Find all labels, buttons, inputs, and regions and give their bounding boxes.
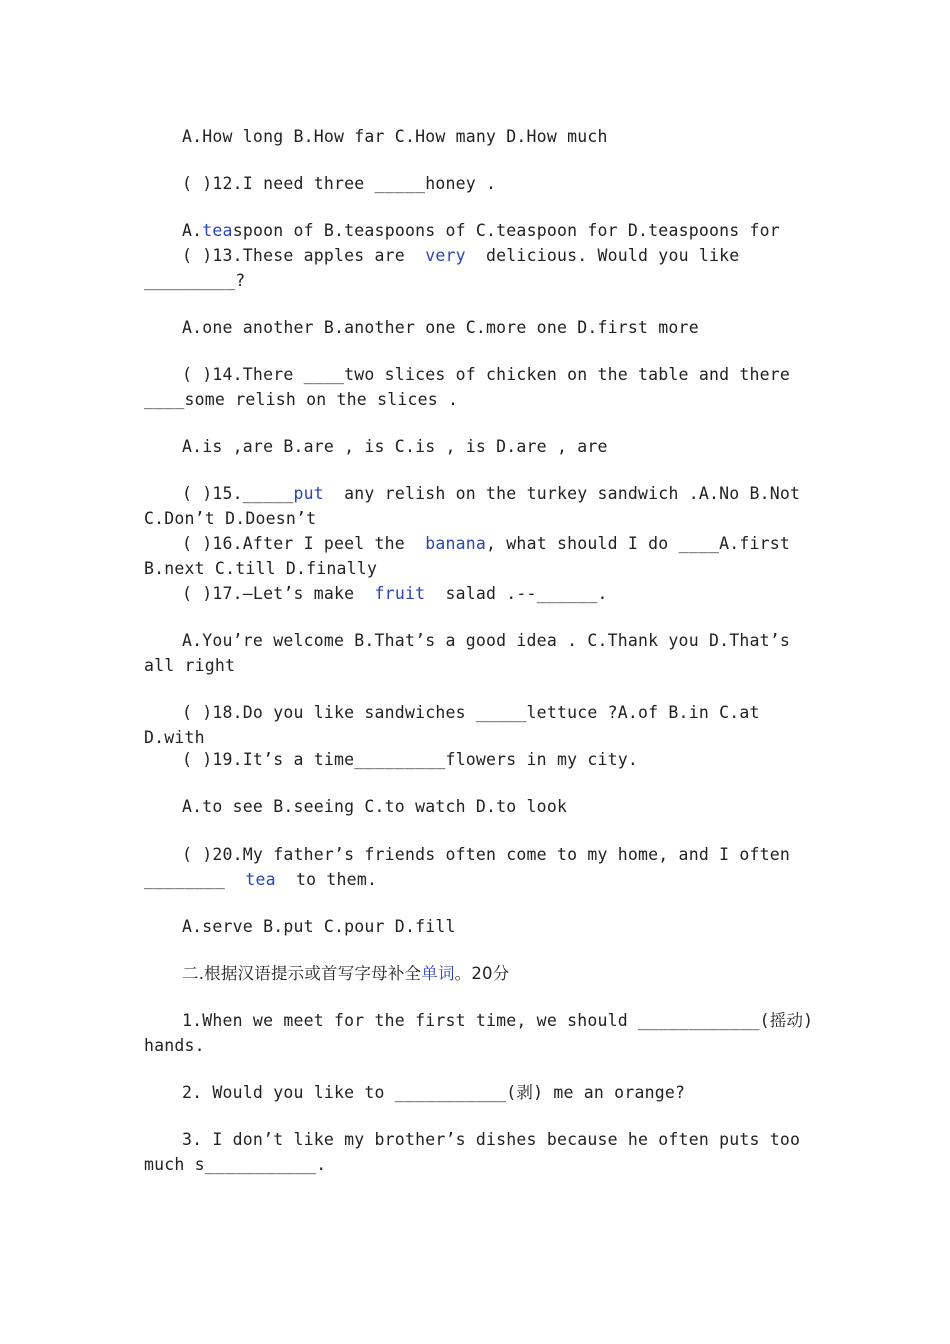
q20: ( )20.My father’s friends often come to my home, and I often ________ tea to them. <box>144 845 801 889</box>
keyword-link[interactable]: tea <box>202 221 233 240</box>
fill-2: 2. Would you like to ___________(剥) me an orange? <box>182 1083 686 1102</box>
q14-options: A.is ,are B.are , is C.is , is D.are , are <box>182 437 608 456</box>
q14: ( )14.There ____two slices of chicken on the table and there ____some relish on the slices . <box>144 365 801 409</box>
keyword-link[interactable]: put <box>293 484 324 503</box>
keyword-link[interactable]: very <box>425 246 466 265</box>
q12-options: A.teaspoon of B.teaspoons of C.teaspoon for D.teaspoons for <box>182 221 780 240</box>
q17: ( )17.—Let’s make fruit salad .--______. <box>182 584 608 603</box>
q19-options: A.to see B.seeing C.to watch D.to look <box>182 797 568 816</box>
q20-options: A.serve B.put C.pour D.fill <box>182 917 456 936</box>
q15: ( )15._____put any relish on the turkey sandwich .A.No B.Not C.Don’t D.Doesn’t <box>144 484 811 528</box>
q18: ( )18.Do you like sandwiches _____lettuce ?A.of B.in C.at D.with <box>144 703 770 747</box>
q11-options: A.How long B.How far C.How many D.How much <box>182 127 608 146</box>
q13: ( )13.These apples are very delicious. Would you like _________? <box>144 246 750 290</box>
q19: ( )19.It’s a time_________flowers in my city. <box>182 750 639 769</box>
q16: ( )16.After I peel the banana, what should I do ____A.first B.next C.till D.finally <box>144 534 801 578</box>
q13-options: A.one another B.another one C.more one D.first more <box>182 318 699 337</box>
fill-1: 1.When we meet for the first time, we should ____________(摇动) hands. <box>144 1011 824 1055</box>
keyword-link[interactable]: banana <box>425 534 487 553</box>
fill-3: 3. I don’t like my brother’s dishes because he often puts too much s___________. <box>144 1130 811 1174</box>
section2-heading: 二.根据汉语提示或首写字母补全单词。20分 <box>182 964 510 983</box>
q17-options: A.You’re welcome B.That’s a good idea . C.Thank you D.That’s all right <box>144 631 801 675</box>
keyword-link[interactable]: 单词 <box>421 964 455 983</box>
keyword-link[interactable]: tea <box>245 870 276 889</box>
q12: ( )12.I need three _____honey . <box>182 174 497 193</box>
keyword-link[interactable]: fruit <box>374 584 426 603</box>
